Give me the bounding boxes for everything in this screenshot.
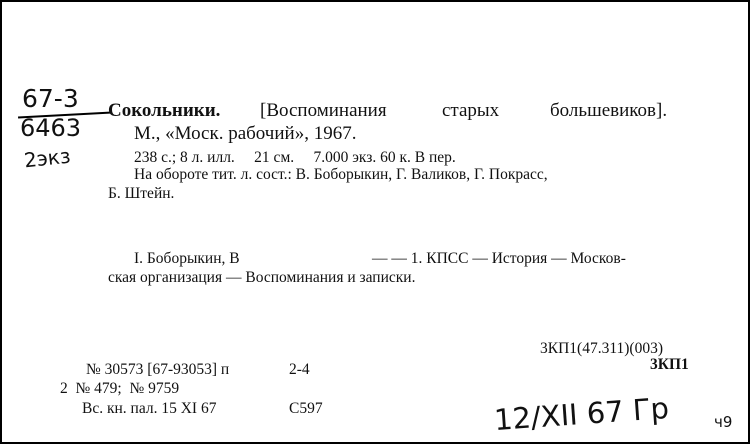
registry-number: № 30573 [67-93053] п <box>86 361 230 378</box>
author-heading: Сокольники. <box>108 100 221 121</box>
classification-short: 3КП1 <box>650 356 689 373</box>
tracing-added-entry: I. Боборыкин, В <box>134 250 240 267</box>
handwritten-shelfmark-bottom: 6463 <box>20 114 82 142</box>
title-word-3: большевиков]. <box>550 100 668 121</box>
tracing-subject-continued: ская организация — Воспоминания и записки. <box>108 269 416 286</box>
handwritten-corner-mark: ч9 <box>714 413 733 431</box>
handwritten-copies-note: 2экз <box>22 143 72 173</box>
handwritten-shelfmark-top: 67-3 <box>22 84 79 113</box>
verso-note-line1: На обороте тит. л. сост.: В. Боборыкин, Г. Валиков, Г. Покрасс, <box>134 166 548 183</box>
registry-line3: Вс. кн. пал. 15 XI 67 <box>82 400 217 417</box>
title-word-2: старых <box>442 100 500 121</box>
registry-line2: 2 № 479; № 9759 <box>60 380 180 397</box>
physical-description: 238 с.; 8 л. илл. 21 см. 7.000 экз. 60 к. В пер. <box>134 149 456 166</box>
registry-number-right: 2-4 <box>289 361 310 378</box>
tracing-subject: — — 1. КПСС — История — Москов- <box>372 250 626 267</box>
registry-line3-right: С597 <box>289 400 323 417</box>
verso-note-line2: Б. Штейн. <box>108 185 175 202</box>
handwritten-inventory-note: 12/XII 67 Гр <box>492 390 671 438</box>
title-word-1: [Воспоминания <box>260 100 387 121</box>
imprint: М., «Моск. рабочий», 1967. <box>134 123 357 144</box>
classification-index: 3КП1(47.311)(003) <box>540 340 663 357</box>
